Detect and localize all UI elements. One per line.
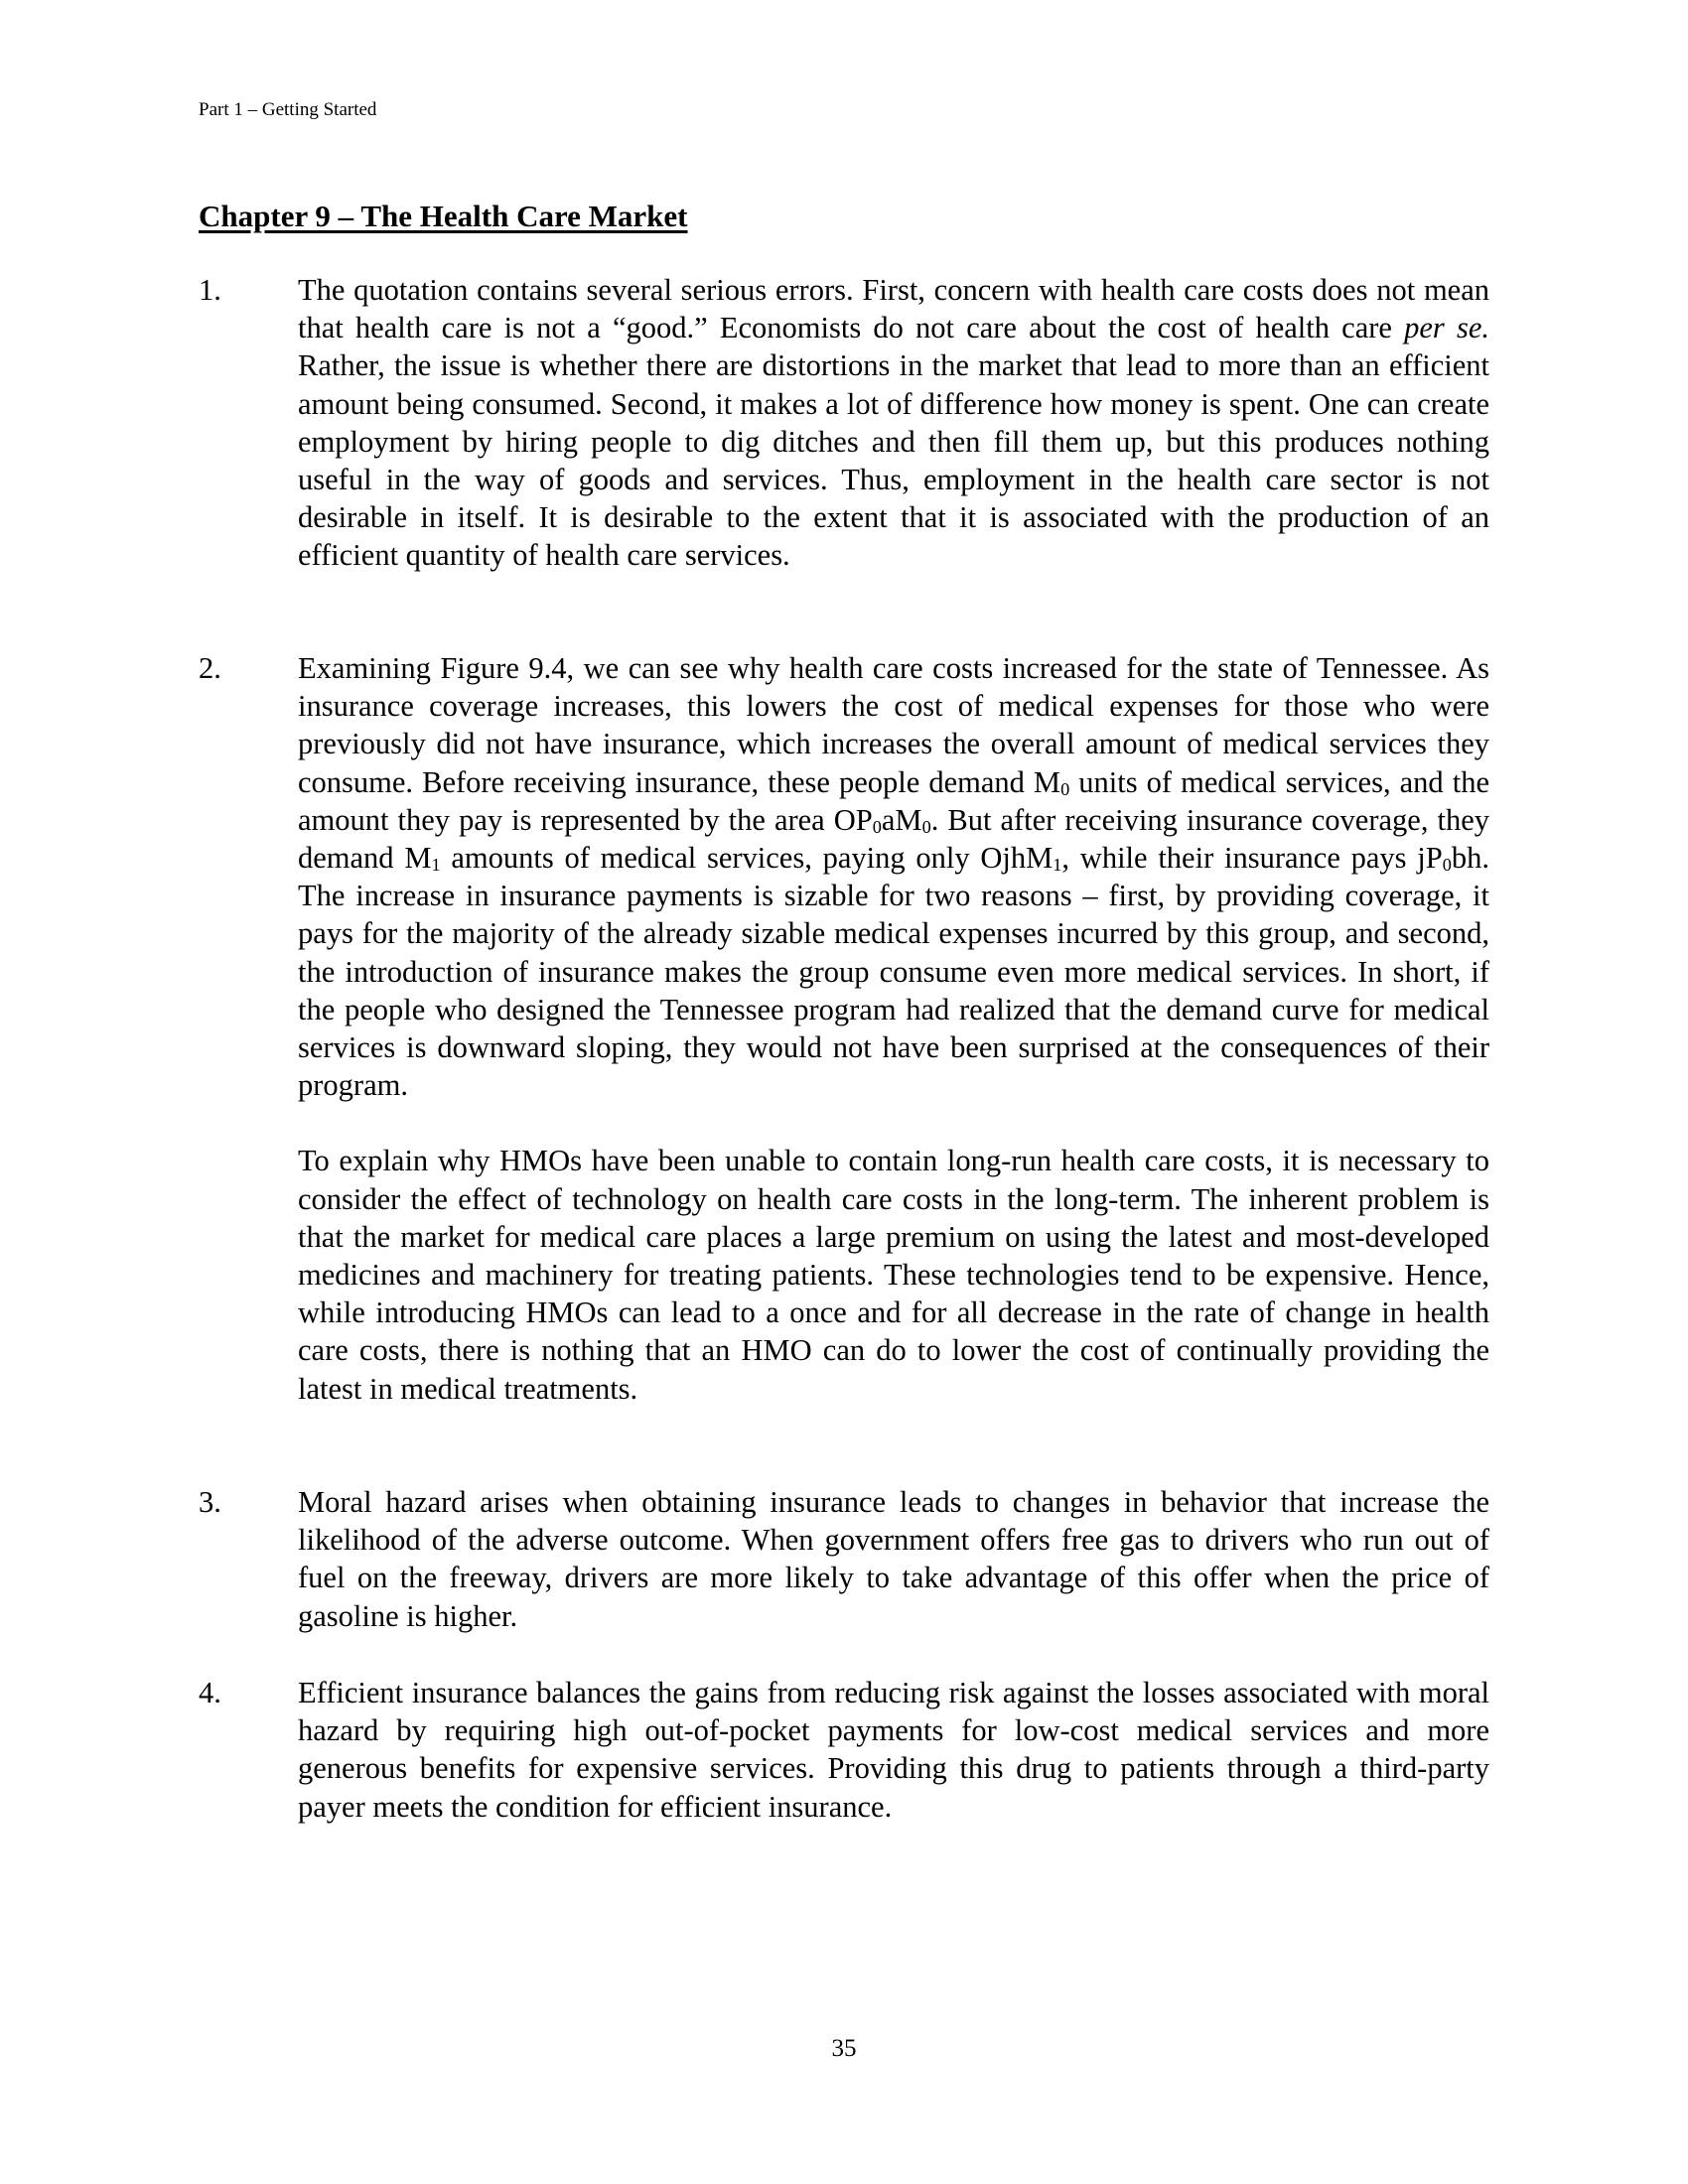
item-number: 2. (199, 651, 221, 685)
italic-term: per se. (1404, 311, 1489, 345)
item-paragraph: Examining Figure 9.4, we can see why health care costs increased for the state of Tennessee. As insurance coverage increases, this lowers the cost of medical expenses for those who were previously did not have insurance, which increases the overall amount of medical services they consume. Before receiving insurance, these people demand $M_0$ units of medical services, and the amount they pay is represented by the area $OP_0aM_0$. But after receiving insurance coverage, they demand $M_1$ amounts of medical services, paying only OjhM$_1$, while their insurance pays $jP_0bh$. The increase in insurance payments is sizable for two reasons – first, by providing coverage, it pays for the majority of the already sizable medical expenses incurred by this group, and second, the introduction of insurance makes the group consume even more medical services. In short, if the people who designed the Tennessee program had realized that the demand curve for medical services is downward sloping, they would not have been surprised at the consequences of their program. (298, 651, 1490, 1103)
answer-item-1 (199, 271, 1489, 575)
item-number: 4. (199, 1676, 221, 1709)
answer-item-2 (199, 649, 1489, 1408)
item-paragraph: Moral hazard arises when obtaining insurance leads to changes in behavior that increase the likelihood of the adverse outcome. When government offers free gas to drivers who run out of fuel on the freeway, drivers are more likely to take advantage of this offer when the price of gasoline is higher. (298, 1485, 1489, 1633)
chapter-title: Chapter 9 – The Health Care Market (199, 199, 688, 233)
item-paragraph: Efficient insurance balances the gains from reducing risk against the losses associated with moral hazard by requiring high out-of-pocket payments for low-cost medical services and more generous benefits for expensive services. Providing this drug to patients through a third-party payer meets the condition for efficient insurance. (298, 1676, 1489, 1824)
item-number: 1. (199, 273, 221, 307)
running-head: Part 1 – Getting Started (199, 99, 377, 120)
answer-item-3 (199, 1483, 1489, 1635)
item-number: 3. (199, 1485, 221, 1519)
answer-item-4 (199, 1674, 1489, 1826)
item-paragraph: The quotation contains several serious errors. First, concern with health care costs does not mean that health care is not a “good.” Economists do not care about the cost of health care per se. Rather, the issue is whether there are distortions in the market that lead to more than an efficient amount being consumed. Second, it makes a lot of difference how money is spent. One can create employment by hiring people to dig ditches and then fill them up, but this produces nothing useful in the way of goods and services. Thus, employment in the health care sector is not desirable in itself. It is desirable to the extent that it is associated with the production of an efficient quantity of health care services. (298, 273, 1489, 573)
page-number: 35 (831, 2035, 857, 2062)
item-paragraph: To explain why HMOs have been unable to contain long-run health care costs, it is necessary to consider the effect of technology on health care costs in the long-term. The inherent problem is that the market for medical care places a large premium on using the latest and most-developed medicines and machinery for treating patients. These technologies tend to be expensive. Hence, while introducing HMOs can lead to a once and for all decrease in the rate of change in health care costs, there is nothing that an HMO can do to lower the cost of continually providing the latest in medical treatments. (298, 1144, 1489, 1406)
